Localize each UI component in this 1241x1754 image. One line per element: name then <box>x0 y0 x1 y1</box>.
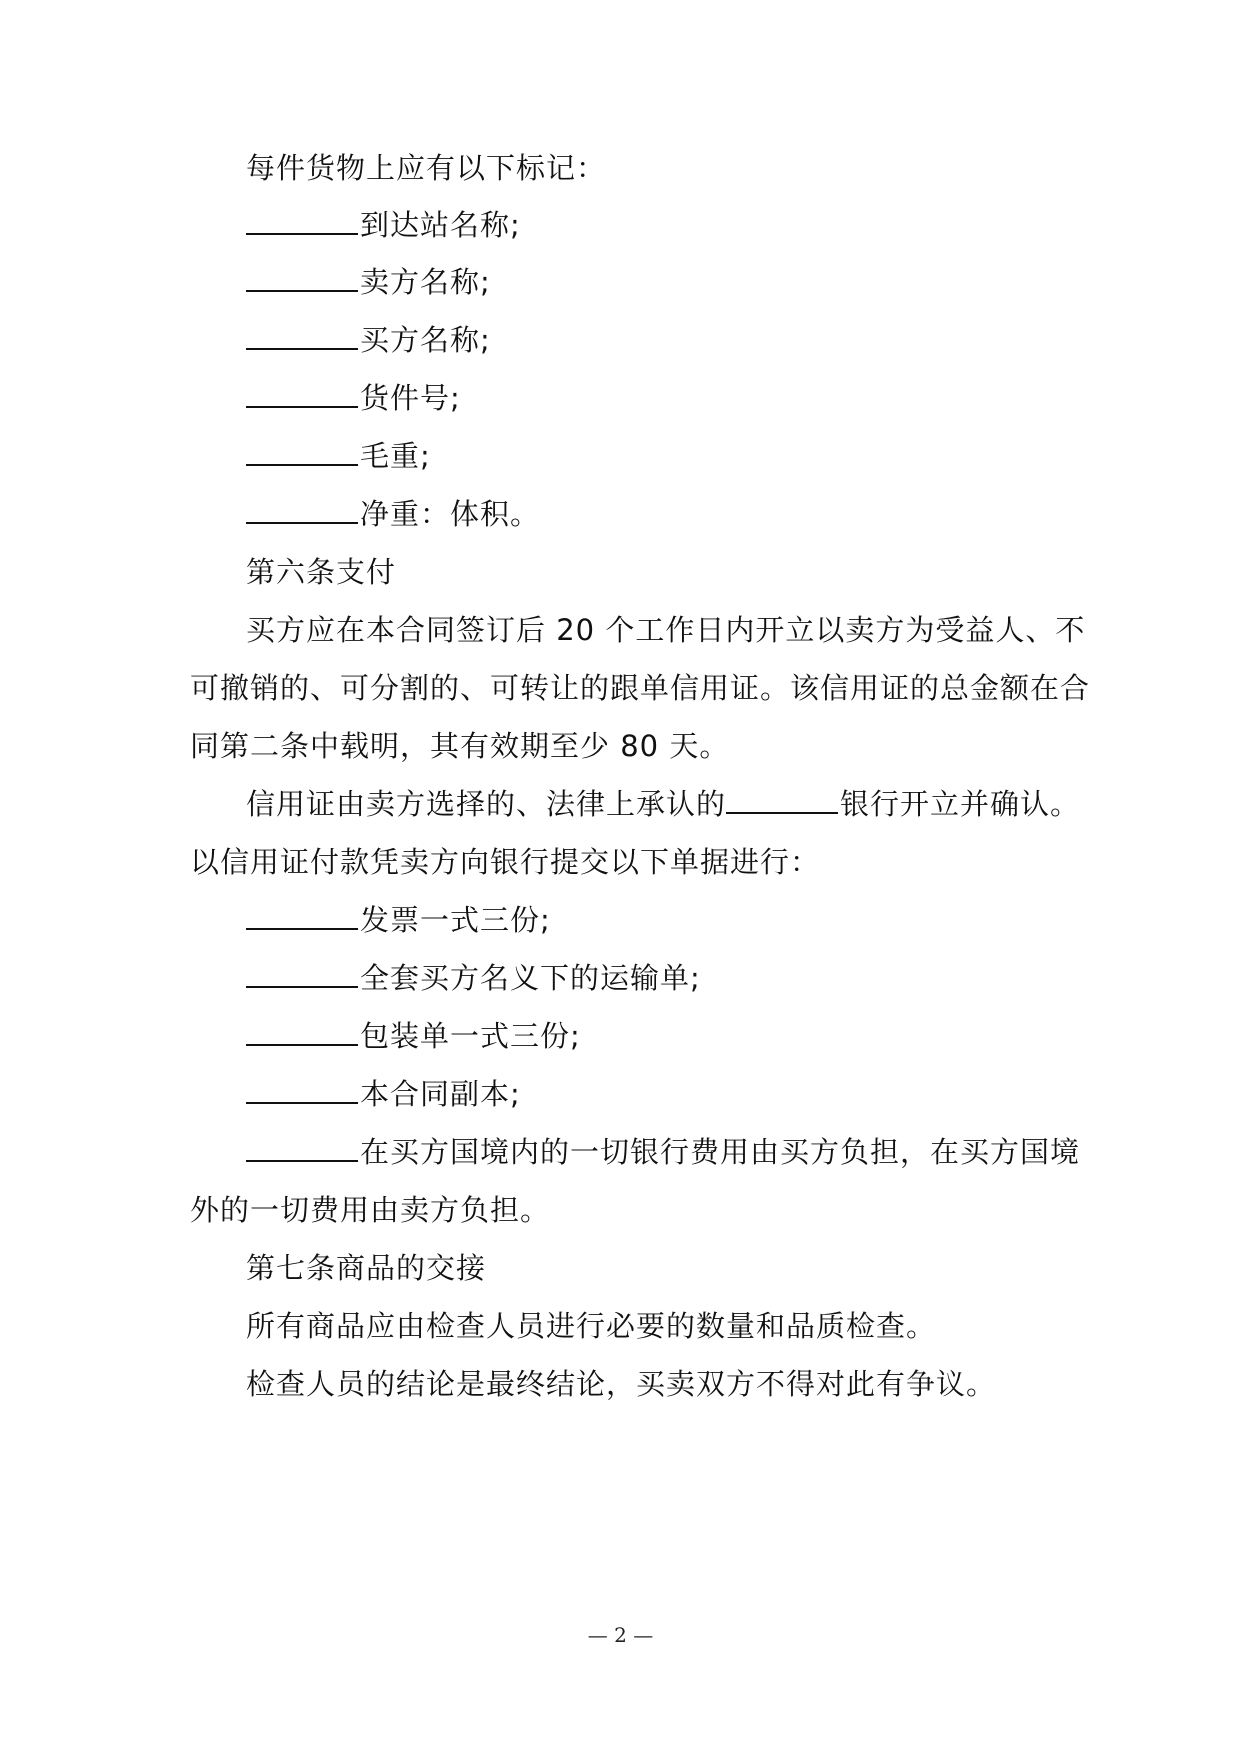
list-item-document <box>246 958 701 998</box>
paragraph-line <box>246 1364 996 1404</box>
line-text: 每件货物上应有以下标记： <box>246 151 607 185</box>
line-text: 包装单一式三份; <box>360 1019 581 1053</box>
paragraph-line <box>190 668 1090 708</box>
list-item-document <box>246 1016 581 1056</box>
line-text: 净重：体积。 <box>360 497 541 531</box>
line-text: 可撤销的、可分割的、可转让的跟单信用证。该信用证的总金额在合 <box>190 671 1091 705</box>
line-text: 发票一式三份; <box>360 903 551 937</box>
section-heading <box>246 1248 486 1288</box>
paragraph-marks-intro <box>246 148 606 188</box>
paragraph-line <box>246 784 1080 824</box>
list-item-mark <box>246 378 461 418</box>
line-text: 货件号; <box>360 381 461 415</box>
line-text: 外的一切费用由卖方负担。 <box>190 1193 551 1227</box>
fill-in-blank <box>246 264 358 292</box>
line-text: 在买方国境内的一切银行费用由买方负担，在买方国境 <box>360 1135 1081 1169</box>
line-text: 信用证由卖方选择的、法律上承认的 <box>246 787 727 821</box>
fill-in-blank <box>246 207 358 235</box>
line-text: 买方应在本合同签订后 20 个工作日内开立以卖方为受益人、不 <box>246 613 1086 647</box>
line-text: 买方名称; <box>360 323 491 357</box>
fill-in-blank <box>246 380 358 408</box>
heading-text: 第七条商品的交接 <box>246 1251 487 1285</box>
paragraph-line <box>190 1190 550 1230</box>
list-item-mark <box>246 205 521 245</box>
line-text: 毛重; <box>360 439 431 473</box>
paragraph-line <box>190 842 820 882</box>
list-item-mark <box>246 494 540 534</box>
fill-in-blank <box>246 322 358 350</box>
line-text: 全套买方名义下的运输单; <box>360 961 701 995</box>
fill-in-blank <box>246 438 358 466</box>
line-text: 所有商品应由检查人员进行必要的数量和品质检查。 <box>246 1309 937 1343</box>
paragraph-line <box>246 610 1085 650</box>
list-item-mark <box>246 320 491 360</box>
line-text: 卖方名称; <box>360 265 491 299</box>
fill-in-blank <box>726 786 838 814</box>
list-item-document <box>246 1074 521 1114</box>
section-heading <box>246 552 396 592</box>
line-text: 到达站名称; <box>360 208 521 242</box>
fill-in-blank <box>246 496 358 524</box>
list-item-mark <box>246 436 431 476</box>
line-text: 检查人员的结论是最终结论，买卖双方不得对此有争议。 <box>246 1367 997 1401</box>
fill-in-blank <box>246 960 358 988</box>
fill-in-blank <box>246 1134 358 1162</box>
page-number: — 2 — <box>587 1623 654 1647</box>
line-text: 以信用证付款凭卖方向银行提交以下单据进行： <box>190 845 821 879</box>
paragraph-line <box>190 726 729 766</box>
list-item-mark <box>246 262 491 302</box>
line-text: 本合同副本; <box>360 1077 521 1111</box>
fill-in-blank <box>246 902 358 930</box>
line-text: 同第二条中载明，其有效期至少 80 天。 <box>190 729 730 763</box>
list-item-document <box>246 900 551 940</box>
paragraph-line <box>246 1306 936 1346</box>
fill-in-blank <box>246 1018 358 1046</box>
fill-in-blank <box>246 1076 358 1104</box>
heading-text: 第六条支付 <box>246 555 397 589</box>
line-text: 银行开立并确认。 <box>840 787 1081 821</box>
list-item-document <box>246 1132 1080 1172</box>
